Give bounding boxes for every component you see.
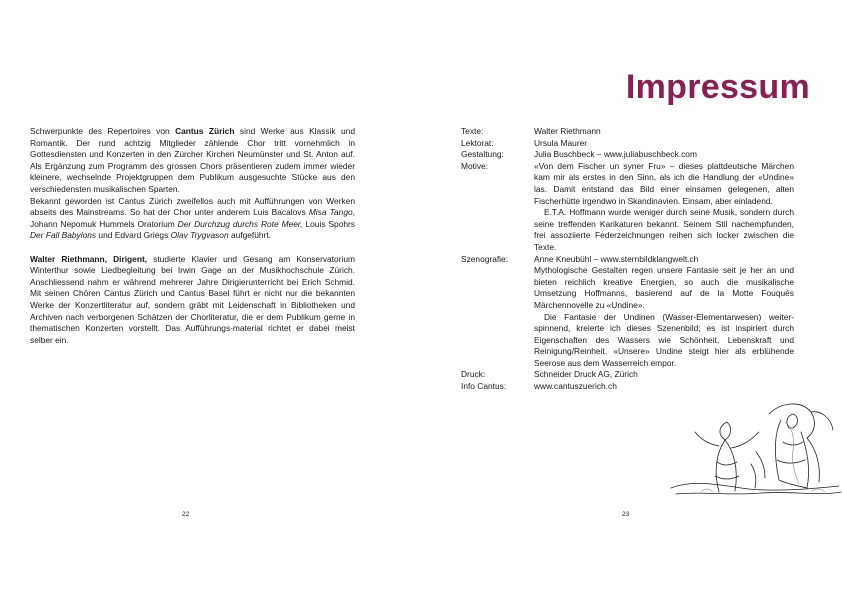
left-text-column: [30, 126, 355, 346]
impressum-row-druck: [461, 369, 794, 381]
text: aufgeführt.: [228, 230, 271, 241]
row-label: Lektorat:: [461, 137, 494, 148]
text: Bekannt geworden ist Cantus Zürich zweifellos auch mit Aufführungen von Werken abseits des Mainstreams. So hat der Chor unter anderem Luis Bacalovs: [30, 195, 355, 218]
row-value: [534, 254, 794, 370]
impressum-row-szenografie: [461, 254, 794, 370]
impressum-row-lektorat: [461, 138, 794, 150]
impressum-list: [461, 126, 794, 393]
motive-paragraph: «Von dem Fischer un syner Fru» – dieses plattdeutsche Märchen kam mir als erstes in den Sinn, als ich die Handlung der «Undine» las. Damit entstand das Bild einer einsamen gelegenen, alten Fischerhütte irgendwo in Skandinavien. Einsam, aber einladend.: [534, 160, 794, 206]
row-value: Walter Riethmann: [534, 126, 601, 136]
row-label: Texte:: [461, 126, 484, 136]
row-label: Motive:: [461, 160, 488, 171]
row-value: [534, 161, 794, 254]
szenografie-paragraph: Mythologische Gestalten regen unsere Fantasie seit je her an und bieten reichlich kreative Energien, so auch die musikalische Umsetzung Hoffmanns, basierend auf de la Motte Fouqués Märchennovelle zu «Undine».: [534, 265, 794, 310]
text: studierte Klavier und Gesang am Konservatorium Winterthur sowie Liedbegleitung bei Irwin Gage an der Musikhochschule Zürich. Anschliessend nahm er während mehrerer Jahre Dirigierunterricht bei Erich Schmid. Mit seinen Chören Cantus Zürich und Cantus Basel führt er nicht nur die bekannten Werke der Konzertliteratur auf, sondern gräbt mit Leidenschaft in Bibliotheken und Archiven nach verborgenen Schätzen der Chorliteratur, die er dem Publikum gerne in thematischen Konzerten vorstellt. Das Aufführungs-material richtet er dabei meist selber ein.: [30, 253, 355, 345]
work-title: Misa Tango: [308, 207, 353, 218]
text: , Johann Nepomuk Hummels Oratorium: [30, 207, 355, 229]
pen-sketch-figures-icon: [661, 392, 842, 502]
text: Schwerpunkte des Repertoires von: [30, 126, 176, 136]
motive-paragraph: E.T.A. Hoffmann wurde weniger durch seine Musik, sondern durch seine treffenden Karikaturen bekannt. Seinem Stil nachempfunden, frei assoziierte Federzeichnungen reihen sich locker zwischen die Texte.: [534, 207, 794, 252]
row-value: www.cantuszuerich.ch: [534, 381, 617, 392]
work-title: Olav Trygvason: [170, 230, 229, 241]
row-label: Info Cantus:: [461, 381, 507, 392]
text: und Edvard Griegs: [96, 230, 171, 241]
paragraph-conductor: [30, 254, 355, 347]
conductor-name: Walter Riethmann, Dirigent,: [30, 253, 148, 264]
impressum-row-motive: [461, 161, 794, 254]
work-title: Der Durchzug durchs Rote Meer,: [177, 218, 303, 229]
szenografie-credit: Anne Kneubühl – www.sternbildklangwelt.ch: [534, 253, 699, 264]
impressum-row-texte: [461, 126, 794, 138]
page-title: Impressum: [625, 68, 810, 106]
impressum-row-gestaltung: [461, 149, 794, 161]
text: sind Werke aus Klassik und Romantik. Der rund achtzig Mitglieder zählende Chor tritt vornehmlich in Gottesdiensten und Konzerten in den Zürcher Kirchen Neumünster und St. Anton auf. Als Ergänzung zum Programm des grossen Chors präsentieren zudem immer wieder kleinere, wechselnde Projektgruppen dem Publikum ausgesuchte Stücke aus den verschiedensten musikalischen Sparten.: [30, 126, 355, 194]
paragraph-performances: [30, 196, 355, 242]
row-value: Schneider Druck AG, Zürich: [534, 369, 638, 380]
paragraph-repertoire: [30, 126, 355, 196]
row-label: Gestaltung:: [461, 149, 504, 160]
row-value: Julia Buschbeck – www.juliabuschbeck.com: [534, 149, 697, 160]
impressum-row-info: [461, 381, 794, 393]
page-number-right: 23: [622, 511, 630, 518]
page-number-left: 22: [182, 511, 190, 518]
right-page: [421, 0, 842, 595]
text: Louis Spohrs: [302, 218, 355, 229]
row-value: Ursula Maurer: [534, 137, 588, 148]
szenografie-paragraph: Die Fantasie der Undinen (Wasser-Elementarwesen) weiter-spinnend, kreierte ich dieses Szenenbild; es ist inspiriert durch Eigenschaften des Wassers wie Schönheit, Lebenskraft und Reinigung/Reinheit. «Unsere» Undine steigt hier als erblühende Seerose aus dem Wasserreich empor.: [534, 311, 794, 368]
row-label: Szenografie:: [461, 253, 509, 264]
work-title: Der Fall Babylons: [30, 230, 97, 241]
row-label: Druck:: [461, 369, 486, 380]
choir-name: Cantus Zürich: [175, 126, 235, 136]
